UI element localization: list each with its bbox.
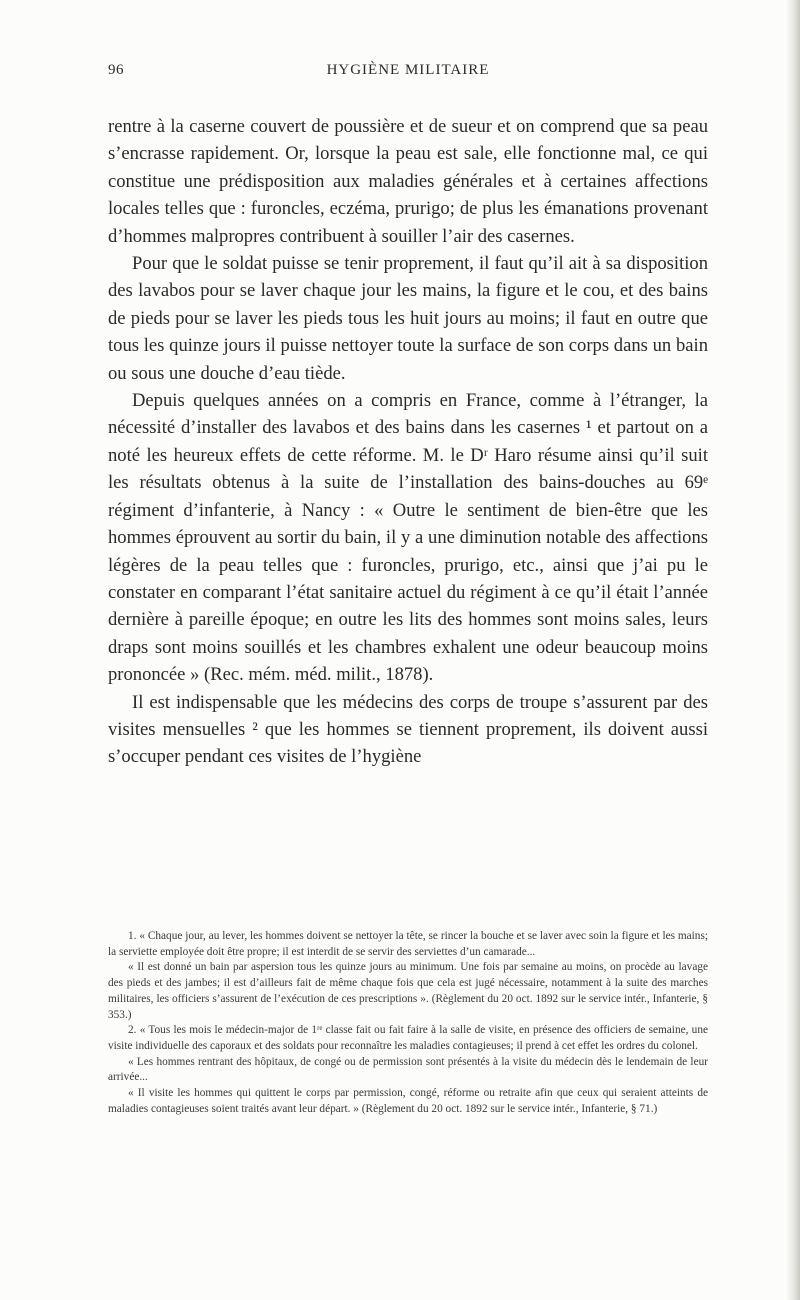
- paragraph: Pour que le soldat puisse se tenir proprement, il faut qu’il ait à sa disposition des lavabos pour se laver chaque jour les mains, la figure et le cou, et des bains de pieds pour se laver les pieds tous les huit jours au moins; il faut en outre que tous les quinze jours il puisse nettoyer toute la surface de son corps dans un bain ou sous une douche d’eau tiède.: [108, 253, 708, 384]
- page-number: 96: [108, 62, 124, 78]
- footnote: 2. « Tous les mois le médecin-major de 1ʳᵉ classe fait ou fait faire à la salle de visite, en présence des officiers de semaine, une visite individuelle des caporaux et des soldats pour reconnaître les maladies contagieuses; il prend à cet effet les ordres du colonel.: [108, 1024, 708, 1052]
- paragraph: Depuis quelques années on a compris en France, comme à l’étranger, la nécessité d’installer des lavabos et des bains dans les casernes ¹ et partout on a noté les heureux effets de cette réforme. M. le Dʳ Haro résume ainsi qu’il suit les résultats obtenus à la suite de l’installation des bains-douches au 69ᵉ régiment d’infanterie, à Nancy : « Outre le sentiment de bien-être que les hommes éprouvent au sortir du bain, il y a une diminution notable des affections légères de la peau telles que : furoncles, prurigo, etc., ainsi que j’ai pu le constater en comparant l’état sanitaire actuel du régiment à ce qu’il était l’année dernière à pareille époque; en outre les lits des hommes sont moins sales, leurs draps sont moins souillés et les chambres exhalent une odeur beaucoup moins prononcée » (Rec. mém. méd. milit., 1878).: [108, 390, 708, 686]
- page-header: [108, 62, 708, 84]
- paragraph: Il est indispensable que les médecins des corps de troupe s’assurent par des visites mensuelles ² que les hommes se tiennent proprement, ils doivent aussi s’occuper pendant ces visites de l’hygiène: [108, 691, 708, 768]
- main-text: [108, 113, 708, 771]
- footnotes: [108, 929, 708, 1117]
- footnote: « Il visite les hommes qui quittent le corps par permission, congé, réforme ou retraite afin que ceux qui seraient atteints de maladies contagieuses soient traités avant leur départ. » (Règlement du 20 oct. 1892 sur le service intér., Infanterie, § 71.): [108, 1087, 708, 1115]
- footnote: « Il est donné un bain par aspersion tous les quinze jours au minimum. Une fois par semaine au moins, on procède au lavage des pieds et des jambes; il est d’ailleurs fait de même chaque fois que cela est jugé nécessaire, notamment à la suite des marches militaires, les officiers s’assurent de l’exécution de ces prescriptions ». (Règlement du 20 oct. 1892 sur le service intér., Infanterie, § 353.): [108, 961, 708, 1021]
- footnote: 1. « Chaque jour, au lever, les hommes doivent se nettoyer la tête, se rincer la bouche et se laver avec soin la figure et les mains; la serviette employée doit être propre; il est interdit de se servir des serviettes d’un camarade...: [108, 930, 708, 958]
- page-edge-shadow: [786, 0, 800, 1300]
- paragraph: rentre à la caserne couvert de poussière et de sueur et on comprend que sa peau s’encrasse rapidement. Or, lorsque la peau est sale, elle fonctionne mal, ce qui constitue une prédisposition aux maladies générales et à certaines affections locales telles que : furoncles, eczéma, prurigo; de plus les émanations provenant d’hommes malpropres contribuent à souiller l’air des casernes.: [108, 116, 708, 247]
- running-title: HYGIÈNE MILITAIRE: [326, 62, 490, 78]
- footnote: « Les hommes rentrant des hôpitaux, de congé ou de permission sont présentés à la visite du médecin dès le lendemain de leur arrivée...: [108, 1055, 708, 1084]
